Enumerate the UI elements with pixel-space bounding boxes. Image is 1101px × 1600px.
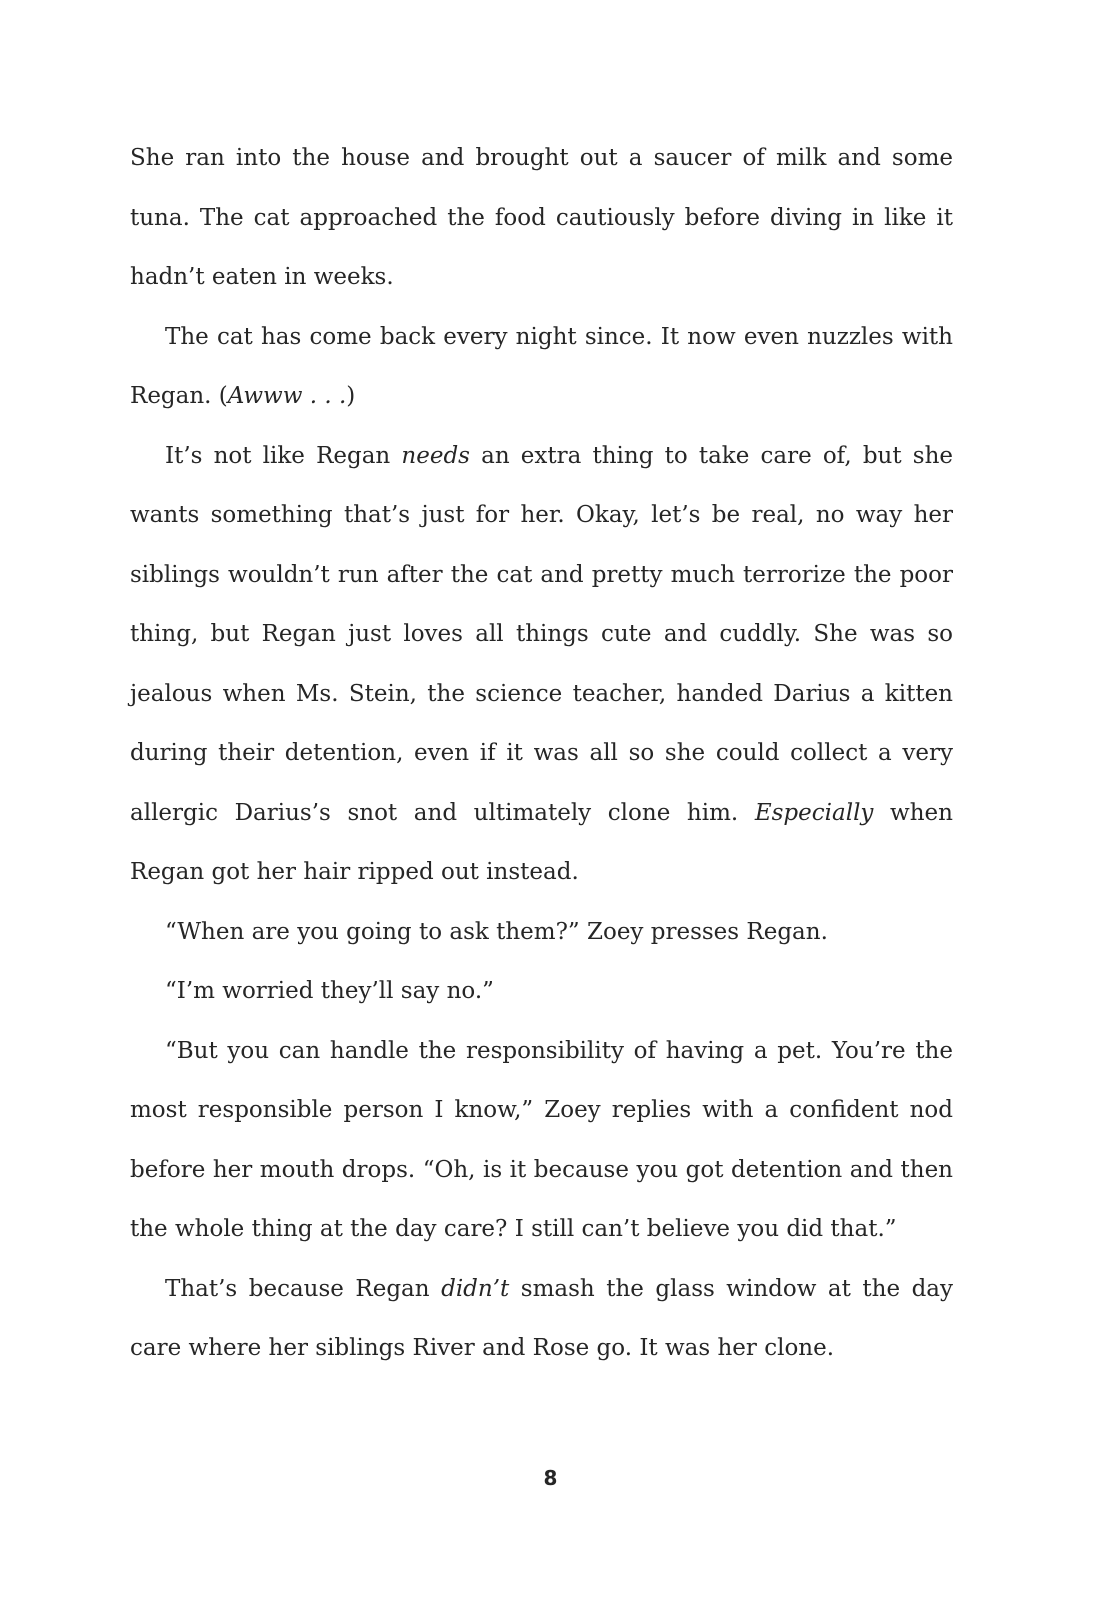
paragraph-p4: [130, 903, 953, 963]
text-segment: She ran into the house and brought out a saucer of milk and some tuna. The cat approached the food cautiously before diving in like it hadn’t eaten in weeks.: [130, 145, 953, 290]
paragraph-p1: [130, 129, 953, 308]
body-text: [130, 129, 953, 1379]
italic-text: Awww . . .: [227, 383, 347, 409]
paragraph-p2: [130, 308, 953, 427]
text-segment: smash the glass window at the day care where her siblings River and Rose go. It was her clone.: [130, 1275, 953, 1361]
paragraph-p7: [130, 1260, 953, 1379]
text-segment: “But you can handle the responsibility of having a pet. You’re the most responsible person I know,” Zoey replies with a confident nod before her mouth drops. “Oh, is it because you got detention and then the whole thing at the day care? I still can’t believe you did that.”: [130, 1037, 953, 1242]
page-number: 8: [543, 1466, 558, 1490]
paragraph-p3: [130, 427, 953, 903]
text-segment: It’s not like Regan: [165, 442, 402, 469]
text-segment: The cat has come back every night since. It now even nuzzles with Regan. (: [130, 323, 953, 409]
text-segment: “I’m worried they’ll say no.”: [165, 978, 494, 1004]
text-segment: when Regan got her hair ripped out instead.: [130, 799, 953, 885]
italic-text: didn’t: [441, 1275, 510, 1302]
italic-text: Especially: [754, 799, 874, 826]
paragraph-p5: [130, 962, 953, 1022]
paragraph-p6: [130, 1022, 953, 1260]
italic-text: needs: [401, 442, 470, 469]
text-segment: an extra thing to take care of, but she wants something that’s just for her. Okay, let’s be real, no way her siblings wouldn’t run after the cat and pretty much terrorize the poor thing, but Regan just loves all things cute and cuddly. She was so jealous when Ms. Stein, the science teacher, handed Darius a kitten during their detention, even if it was all so she could collect a very allergic Darius’s snot and ultimately clone him.: [130, 442, 953, 826]
text-segment: ): [346, 383, 356, 409]
text-segment: “When are you going to ask them?” Zoey presses Regan.: [165, 918, 828, 945]
text-segment: That’s because Regan: [165, 1275, 442, 1302]
